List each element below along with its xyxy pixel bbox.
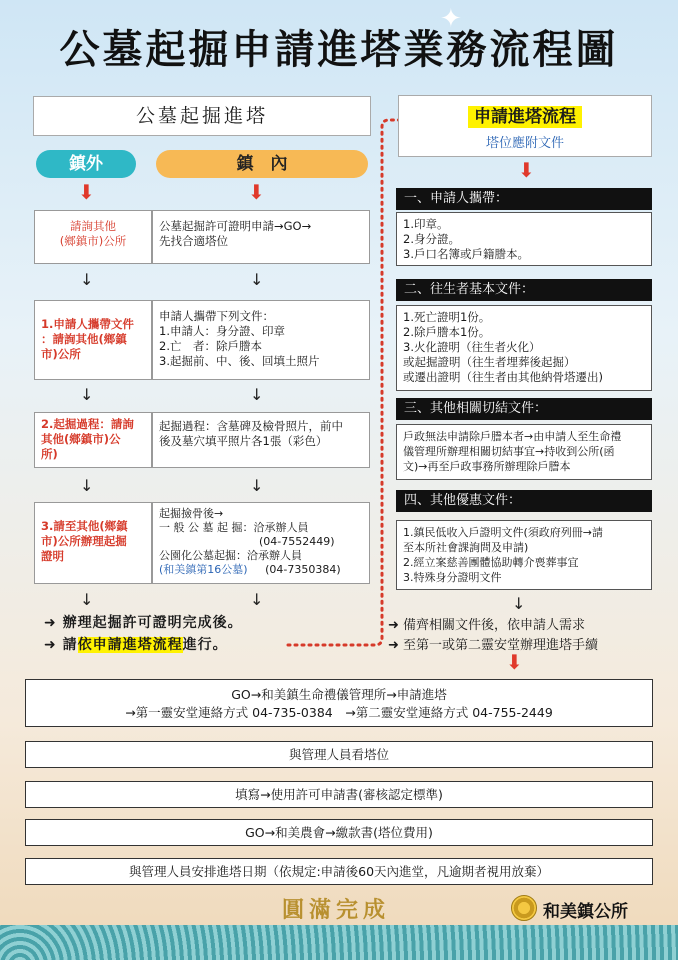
- inside-step-2-text: 起掘過程：含墓碑及檢骨照片，前中 後及墓穴填平照片各1張（彩色）: [159, 419, 343, 448]
- outside-step-3: [34, 502, 152, 584]
- step-1-line-1: GO→和美鎮生命禮儀管理所→申請進塔: [231, 687, 447, 702]
- sparkle-icon: ✦: [440, 4, 462, 34]
- section-body-4: [396, 520, 652, 590]
- office-name: 和美鎮公所: [543, 902, 628, 922]
- outside-step-0-text: 請詢其他 (鄉鎮市)公所: [59, 219, 127, 248]
- right-conclusion-2-text: 至第一或第二靈安堂辦理進塔手續: [403, 638, 599, 653]
- arrow-down-icon: ↓: [80, 270, 94, 289]
- general-cemetery-phone: (04-7552449): [259, 535, 335, 548]
- arrow-down-icon: ↓: [512, 594, 526, 613]
- outside-step-2-text: 2.起掘過程：請詢 其他(鄉鎮市)公 所): [41, 417, 134, 461]
- section-body-1-text: 1.印章。 2.身分證。 3.戶口名簿或戶籍謄本。: [403, 217, 529, 261]
- step-box-3: 填寫→使用許可申請書(審核認定標準): [25, 781, 653, 808]
- general-cemetery-line: 一 般 公 墓 起 掘：洽承辦人員: [159, 521, 309, 534]
- arrow-right-icon: ➜: [44, 615, 63, 631]
- left-conclusion-1-text: 辦理起掘許可證明完成後。: [62, 615, 243, 631]
- section-head-4: 四、其他優惠文件：: [396, 490, 652, 512]
- left-conclusion-1: [44, 612, 243, 632]
- wave-decoration: [0, 925, 678, 960]
- arrow-down-icon: ↓: [250, 590, 264, 609]
- arrow-right-icon: ➜: [44, 637, 63, 653]
- outside-step-1: [34, 300, 152, 380]
- outside-step-3-text: 3.請至其他(鄉鎮 市)公所辦理起掘 證明: [41, 519, 128, 563]
- right-header-box: [398, 95, 652, 157]
- park-cemetery-phone: (04-7350384): [265, 563, 341, 576]
- apply-process-highlight: 依申請進塔流程: [77, 637, 183, 653]
- section-body-2: [396, 305, 652, 391]
- arrow-down-icon: ↓: [80, 385, 94, 404]
- left-conclusion-2: [44, 634, 228, 654]
- complete-label: 圓滿完成: [282, 898, 391, 923]
- right-header: 申請進塔流程: [468, 106, 582, 128]
- section-body-1: [396, 212, 652, 266]
- section-body-3: [396, 424, 652, 480]
- outside-pill: 鎮外: [36, 150, 136, 178]
- right-conclusion-2: [388, 634, 598, 653]
- outside-step-1-text: 1.申請人攜帶文件 ：請詢其他(鄉鎮 市)公所: [41, 317, 134, 361]
- arrow-down-icon: ⬇: [518, 158, 535, 182]
- step-1-line-2: →第一靈安堂連絡方式 04-735-0384 →第二靈安堂連絡方式 04-755-2449: [125, 705, 553, 720]
- arrow-down-icon: ↓: [250, 385, 264, 404]
- right-conclusion-1: [388, 614, 585, 633]
- arrow-down-icon: ⬇: [78, 180, 95, 204]
- page-title: 公墓起掘申請進塔業務流程圖: [59, 27, 619, 73]
- inside-step-0-text: 公墓起掘許可證明申請→GO→ 先找合適塔位: [159, 219, 312, 248]
- left-conclusion-2-post: 進行。: [182, 637, 228, 653]
- arrow-down-icon: ↓: [80, 590, 94, 609]
- arrow-down-icon: ⬇: [248, 180, 265, 204]
- arrow-down-icon: ↓: [80, 476, 94, 495]
- outside-step-0: [34, 210, 152, 264]
- step-box-5: 與管理人員安排進塔日期（依規定:申請後60天內進堂，凡逾期者視用放棄）: [25, 858, 653, 885]
- left-header: 公墓起掘進塔: [33, 96, 371, 136]
- right-subheader: 塔位應附文件: [485, 136, 564, 151]
- office-seal-icon: [511, 895, 537, 921]
- step-box-2: 與管理人員看塔位: [25, 741, 653, 768]
- arrow-down-icon: ↓: [250, 476, 264, 495]
- arrow-down-icon: ⬇: [506, 650, 523, 674]
- section-head-2: 二、往生者基本文件：: [396, 279, 652, 301]
- section-body-2-text: 1.死亡證明1份。 2.除戶謄本1份。 3.火化證明（往生者火化） 或起掘證明（往生者埋葬後起掘） 或遷出證明（往生者由其他納骨塔遷出): [403, 310, 603, 384]
- outside-step-2: [34, 412, 152, 468]
- inside-pill: 鎮 內: [156, 150, 368, 178]
- park-cemetery-note: (和美鎮第16公墓): [159, 563, 248, 576]
- inside-step-1-text: 申請人攜帶下列文件： 1.申請人：身分證、印章 2.亡 者：除戶謄本 3.起掘前、中、後、回填土照片: [159, 309, 320, 368]
- left-conclusion-2-pre: 請: [62, 637, 78, 653]
- arrow-down-icon: ↓: [250, 270, 264, 289]
- step-box-1: [25, 679, 653, 727]
- right-conclusion-1-text: 備齊相關文件後，依申請人需求: [403, 618, 586, 633]
- section-head-3: 三、其他相關切結文件：: [396, 398, 652, 420]
- arrow-right-icon: ➜: [388, 638, 404, 653]
- section-body-4-text: 1.鎮民低收入戶證明文件(須政府列冊→請 至本所社會課詢問及申請) 2.經立案慈善團體協助轉介喪葬事宜 3.特殊身分證明文件: [403, 526, 604, 584]
- inside-step-3-intro: 起掘撿骨後→: [159, 507, 224, 520]
- section-body-3-text: 戶政無法申請除戶謄本者→由申請人至生命禮 儀管理所辦理相關切結事宜→持收到公所(函 文)→再至戶政事務所辦理除戶謄本: [403, 430, 622, 473]
- step-box-4: GO→和美農會→繳款書(塔位費用): [25, 819, 653, 846]
- park-cemetery-line: 公園化公墓起掘：洽承辦人員: [159, 549, 302, 562]
- section-head-1: 一、申請人攜帶：: [396, 188, 652, 210]
- arrow-right-icon: ➜: [388, 618, 404, 633]
